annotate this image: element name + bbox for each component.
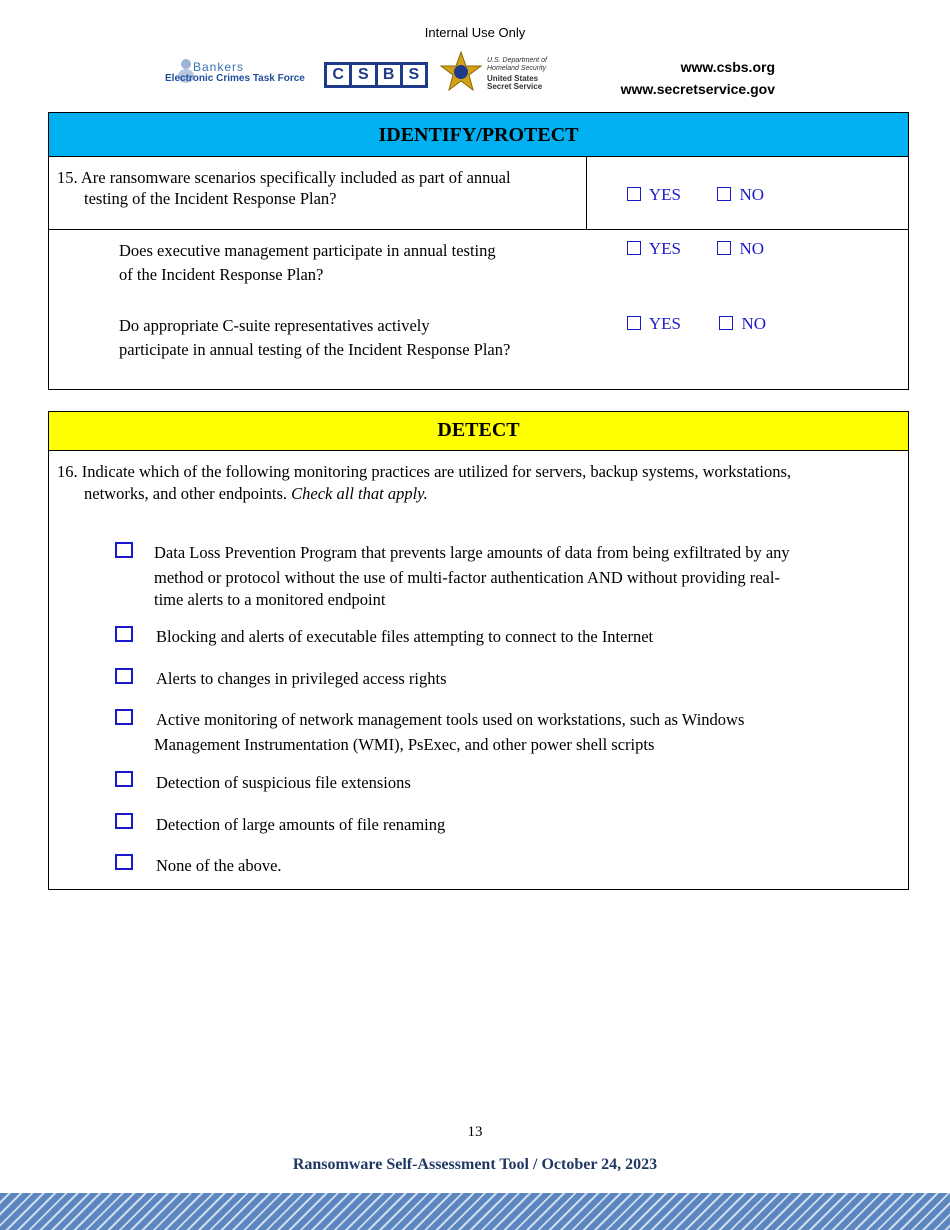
opt4-line1: Active monitoring of network management tools used on workstations, such as Windows: [156, 710, 745, 729]
internal-use-label: Internal Use Only: [424, 25, 526, 40]
page-number: 13: [467, 1124, 483, 1140]
opt1-checkbox[interactable]: [115, 542, 133, 558]
sub2-text-line2: participate in annual testing of the Incident Response Plan?: [119, 340, 511, 359]
q16-text-line2: networks, and other endpoints. Check all that apply.: [84, 484, 428, 503]
ectf-text: Electronic Crimes Task Force: [165, 73, 305, 84]
opt7-text: None of the above.: [156, 856, 282, 875]
opt3-text: Alerts to changes in privileged access rights: [156, 669, 447, 688]
sub2-yes-checkbox[interactable]: [627, 316, 641, 330]
sub2-text-line1: Do appropriate C-suite representatives actively: [119, 316, 430, 335]
q15-text-line1: 15. Are ransomware scenarios specifically included as part of annual: [57, 168, 511, 187]
identify-protect-header: IDENTIFY/PROTECT: [49, 113, 908, 157]
sub1-text-line2: of the Incident Response Plan?: [119, 265, 324, 284]
q15-answer-cell: [587, 157, 908, 230]
csbs-url-link[interactable]: www.csbs.org: [680, 59, 775, 75]
q15-yes-option[interactable]: YES: [627, 185, 681, 205]
opt2-checkbox[interactable]: [115, 626, 133, 642]
sub1-yes-checkbox[interactable]: [627, 241, 641, 255]
footer-stripe-bar: [0, 1193, 950, 1230]
q15-cell: [49, 157, 587, 230]
opt1-line1: Data Loss Prevention Program that prevents large amounts of data from being exfiltrated by any: [154, 543, 790, 562]
bankers-ectf-logo: [165, 58, 315, 90]
sub1-yes-option[interactable]: YES: [627, 239, 681, 259]
identify-protect-table: [48, 112, 909, 390]
sub1-no-checkbox[interactable]: [717, 241, 731, 255]
footer-title: Ransomware Self-Assessment Tool / October 24, 2023: [292, 1156, 658, 1173]
detect-table: [48, 411, 909, 890]
secret-service-star-icon: [439, 50, 483, 94]
q15-no-checkbox[interactable]: [717, 187, 731, 201]
opt1-line2: method or protocol without the use of multi-factor authentication AND without providing real-: [154, 568, 780, 587]
opt7-checkbox[interactable]: [115, 854, 133, 870]
sub1-text-line1: Does executive management participate in annual testing: [119, 241, 496, 260]
q15-yes-checkbox[interactable]: [627, 187, 641, 201]
opt5-text: Detection of suspicious file extensions: [156, 773, 411, 792]
opt2-text: Blocking and alerts of executable files attempting to connect to the Internet: [156, 627, 654, 646]
sub2-yes-option[interactable]: YES: [627, 314, 681, 334]
opt4-line2: Management Instrumentation (WMI), PsExec, and other power shell scripts: [154, 735, 655, 754]
csbs-logo: C S B S: [324, 62, 428, 88]
opt6-text: Detection of large amounts of file renaming: [156, 815, 446, 834]
q15-no-option[interactable]: NO: [717, 185, 764, 205]
secretservice-url-link[interactable]: www.secretservice.gov: [620, 81, 775, 97]
q15-text-line2: testing of the Incident Response Plan?: [84, 189, 337, 208]
opt3-checkbox[interactable]: [115, 668, 133, 684]
sub2-no-option[interactable]: NO: [719, 314, 766, 334]
opt5-checkbox[interactable]: [115, 771, 133, 787]
opt1-line3: time alerts to a monitored endpoint: [154, 590, 386, 609]
sub2-no-checkbox[interactable]: [719, 316, 733, 330]
usss-text: U.S. Department of Homeland Security United States Secret Service: [487, 57, 547, 91]
sub1-no-option[interactable]: NO: [717, 239, 764, 259]
opt6-checkbox[interactable]: [115, 813, 133, 829]
opt4-checkbox[interactable]: [115, 709, 133, 725]
detect-header: DETECT: [49, 412, 908, 451]
q16-text-line1: 16. Indicate which of the following monitoring practices are utilized for servers, backup systems, workstations,: [57, 462, 792, 481]
bankers-word: Bankers: [193, 60, 245, 74]
